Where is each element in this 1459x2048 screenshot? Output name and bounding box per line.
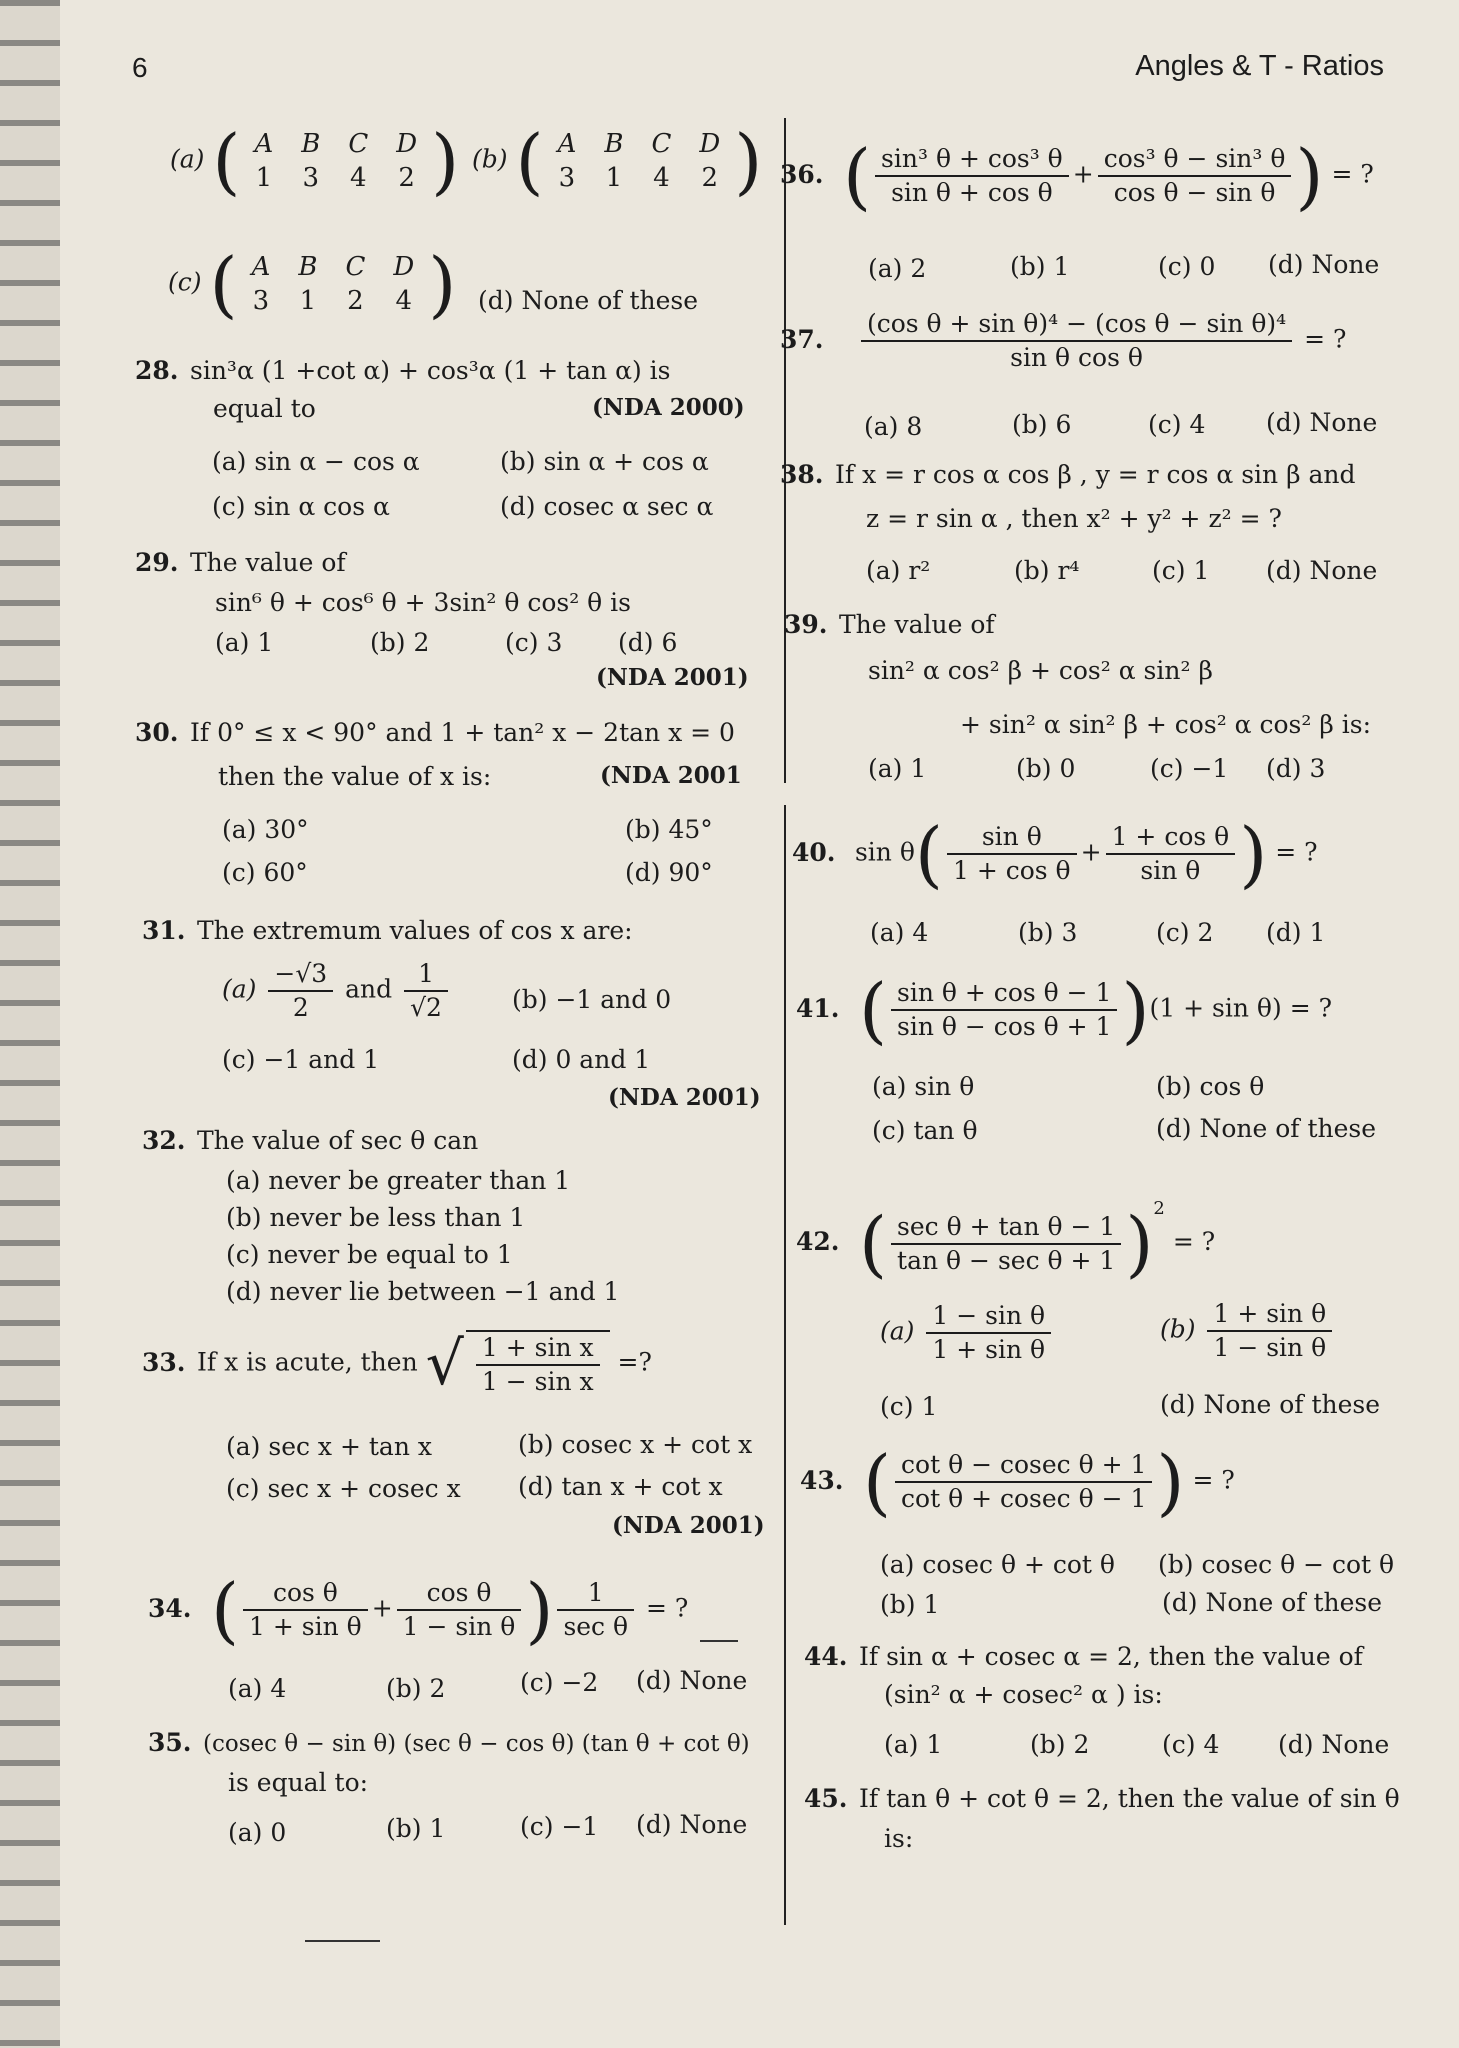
pen-mark (700, 1640, 738, 1642)
q35-option-a: (a) 0 (228, 1818, 287, 1847)
q29-option-d: (d) 6 (618, 628, 678, 657)
q31-tag: (NDA 2001) (608, 1084, 761, 1111)
q33-option-d: (d) tan x + cot x (518, 1472, 723, 1501)
q33-option-a: (a) sec x + tan x (226, 1432, 432, 1461)
q31-option-c: (c) −1 and 1 (222, 1045, 380, 1074)
q28-option-a: (a) sin α − cos α (212, 447, 420, 476)
q27-option-b: (b) ( A B C D 3 1 4 2 ) (472, 119, 763, 203)
q34-option-b: (b) 2 (386, 1674, 446, 1703)
q29-text: 29. The value of (135, 548, 346, 577)
q43-option-a: (a) cosec θ + cot θ (880, 1550, 1115, 1579)
q38-text: 38. If x = r cos α cos β , y = r cos α sin β and (780, 460, 1356, 489)
q32-option-d: (d) never lie between −1 and 1 (226, 1277, 620, 1306)
chapter-title: Angles & T - Ratios (1135, 50, 1384, 82)
q33-text: 33. If x is acute, then √ $\frac{\text{1 + sin x}}{\text{1 − sin x}}$ =? (142, 1329, 652, 1399)
q36-option-c: (c) 0 (1158, 252, 1216, 281)
q40-option-c: (c) 2 (1156, 918, 1214, 947)
q33-tag: (NDA 2001) (612, 1512, 765, 1539)
q43-option-d: (d) None of these (1162, 1588, 1383, 1617)
q37-option-d: (d) None (1266, 408, 1378, 437)
q38-option-a: (a) r² (866, 556, 931, 585)
column-divider-bottom (784, 805, 786, 1925)
q39-option-a: (a) 1 (868, 754, 927, 783)
q44-text2: (sin² α + cosec² α ) is: (884, 1680, 1163, 1709)
q37-option-a: (a) 8 (864, 412, 923, 441)
q31-text: 31. The extremum values of cos x are: (142, 916, 633, 945)
q44-text: 44. If sin α + cosec α = 2, then the value of (804, 1642, 1363, 1671)
q28-text2: equal to (213, 394, 316, 423)
q32-option-a: (a) never be greater than 1 (226, 1166, 571, 1195)
column-divider-top (784, 118, 786, 783)
q29-text2: sin⁶ θ + cos⁶ θ + 3sin² θ cos² θ is (215, 588, 632, 617)
q30-tag: (NDA 2001 (600, 762, 742, 789)
q44-option-b: (b) 2 (1030, 1730, 1090, 1759)
q33-option-b: (b) cosec x + cot x (518, 1430, 753, 1459)
q31-option-b: (b) −1 and 0 (512, 985, 672, 1014)
q36-option-d: (d) None (1268, 250, 1380, 279)
q45-text: 45. If tan θ + cot θ = 2, then the value of sin θ (804, 1784, 1400, 1813)
q41-option-b: (b) cos θ (1156, 1072, 1265, 1101)
q42-option-c: (c) 1 (880, 1392, 938, 1421)
q44-option-a: (a) 1 (884, 1730, 943, 1759)
q27-option-a: (a) ( A B C D 1 3 4 2 ) (170, 119, 460, 203)
q37-option-c: (c) 4 (1148, 410, 1206, 439)
q35-text2: is equal to: (228, 1768, 369, 1797)
q40-option-d: (d) 1 (1266, 918, 1326, 947)
q39-text3: + sin² α sin² β + cos² α cos² β is: (960, 710, 1371, 739)
q30-option-d: (d) 90° (625, 858, 713, 887)
q41-option-d: (d) None of these (1156, 1114, 1377, 1143)
q38-text2: z = r sin α , then x² + y² + z² = ? (866, 504, 1282, 533)
q43-text: 43. ( $\frac{\text{cot θ − cosec θ + 1}}{\text{cot θ + cosec θ − 1}}$ ) = ? (800, 1440, 1235, 1524)
q34-text: 34. ( $\frac{\text{cos θ}}{\text{1 + sin θ}}$ + $\frac{\text{cos θ}}{\text{1 − sin θ}}$ ) $\frac{1}{\text{sec θ}}$ = ? (148, 1568, 689, 1652)
spiral-binding (0, 0, 60, 2048)
q38-option-d: (d) None (1266, 556, 1378, 585)
q38-option-c: (c) 1 (1152, 556, 1210, 585)
q39-text2: sin² α cos² β + cos² α sin² β (868, 656, 1213, 685)
q28-text: 28. sin³α (1 +cot α) + cos³α (1 + tan α) is (135, 356, 671, 385)
q41-option-c: (c) tan θ (872, 1116, 978, 1145)
q44-option-d: (d) None (1278, 1730, 1390, 1759)
q38-option-b: (b) r⁴ (1014, 556, 1080, 585)
q37-text: 37. $\frac{\text{(cos θ + sin θ)⁴ − (cos θ − sin θ)⁴}}{\text{sin θ cos θ}}$ = ? (780, 309, 1347, 372)
q27-option-d: (d) None of these (478, 286, 699, 315)
q39-option-c: (c) −1 (1150, 754, 1229, 783)
q27-option-c: (c) ( A B C D 3 1 2 4 ) (168, 242, 457, 326)
page-number: 6 (132, 52, 148, 83)
q37-option-b: (b) 6 (1012, 410, 1072, 439)
q36-text: 36. ( $\frac{\text{sin³ θ + cos³ θ}}{\text{sin θ + cos θ}}$ + $\frac{\text{cos³ θ − sin³ θ}}{\text{cos θ − sin θ}}$ ) = ? (780, 134, 1374, 218)
q35-option-b: (b) 1 (386, 1814, 446, 1843)
q30-option-b: (b) 45° (625, 815, 713, 844)
q31-option-a: (a) $\frac{-√3}{2}$ and $\frac{1}{√2}$ (222, 958, 452, 1024)
q35-text: 35. (cosec θ − sin θ) (sec θ − cos θ) (tan θ + cot θ) (148, 1728, 750, 1757)
q42-option-d: (d) None of these (1160, 1390, 1381, 1419)
q33-option-c: (c) sec x + cosec x (226, 1474, 461, 1503)
q35-option-d: (d) None (636, 1810, 748, 1839)
q40-option-b: (b) 3 (1018, 918, 1078, 947)
q42-option-a: (a) $\frac{\text{1 − sin θ}}{\text{1 + sin θ}}$ (880, 1300, 1055, 1366)
q30-text2: then the value of x is: (218, 762, 492, 791)
q44-option-c: (c) 4 (1162, 1730, 1220, 1759)
q41-option-a: (a) sin θ (872, 1072, 975, 1101)
q39-option-b: (b) 0 (1016, 754, 1076, 783)
q43-option-b: (b) cosec θ − cot θ (1158, 1550, 1395, 1579)
q28-option-b: (b) sin α + cos α (500, 447, 709, 476)
q29-tag: (NDA 2001) (596, 664, 749, 691)
q29-option-c: (c) 3 (505, 628, 563, 657)
q34-option-d: (d) None (636, 1666, 748, 1695)
q28-option-d: (d) cosec α sec α (500, 492, 714, 521)
q43-option-c: (b) 1 (880, 1590, 940, 1619)
q34-option-c: (c) −2 (520, 1668, 599, 1697)
q30-option-a: (a) 30° (222, 815, 309, 844)
q31-option-d: (d) 0 and 1 (512, 1045, 651, 1074)
q39-option-d: (d) 3 (1266, 754, 1326, 783)
q29-option-a: (a) 1 (215, 628, 274, 657)
q29-option-b: (b) 2 (370, 628, 430, 657)
q32-option-c: (c) never be equal to 1 (226, 1240, 513, 1269)
q28-option-c: (c) sin α cos α (212, 492, 390, 521)
q39-text: 39. The value of (784, 610, 995, 639)
q32-option-b: (b) never be less than 1 (226, 1203, 526, 1232)
q45-text2: is: (884, 1824, 914, 1853)
q30-option-c: (c) 60° (222, 858, 308, 887)
q36-option-a: (a) 2 (868, 254, 927, 283)
q35-option-c: (c) −1 (520, 1812, 599, 1841)
q28-tag: (NDA 2000) (592, 394, 745, 421)
q40-text: 40. sin θ( $\frac{\text{sin θ}}{\text{1 + cos θ}}$ + $\frac{\text{1 + cos θ}}{\text{sin θ}}$ ) = ? (792, 812, 1318, 896)
q42-option-b: (b) $\frac{\text{1 + sin θ}}{\text{1 − sin θ}}$ (1160, 1298, 1336, 1364)
pen-mark (305, 1940, 380, 1942)
q34-option-a: (a) 4 (228, 1674, 287, 1703)
q36-option-b: (b) 1 (1010, 252, 1070, 281)
q30-text: 30. If 0° ≤ x < 90° and 1 + tan² x − 2tan x = 0 (135, 718, 735, 747)
q32-text: 32. The value of sec θ can (142, 1126, 479, 1155)
q41-text: 41. ( $\frac{\text{sin θ + cos θ − 1}}{\text{sin θ − cos θ + 1}}$ )(1 + sin θ) = ? (796, 968, 1332, 1052)
q40-option-a: (a) 4 (870, 918, 929, 947)
q42-text: 42. ( $\frac{\text{sec θ + tan θ − 1}}{\text{tan θ − sec θ + 1}}$ )$^2$ = ? (796, 1198, 1216, 1286)
